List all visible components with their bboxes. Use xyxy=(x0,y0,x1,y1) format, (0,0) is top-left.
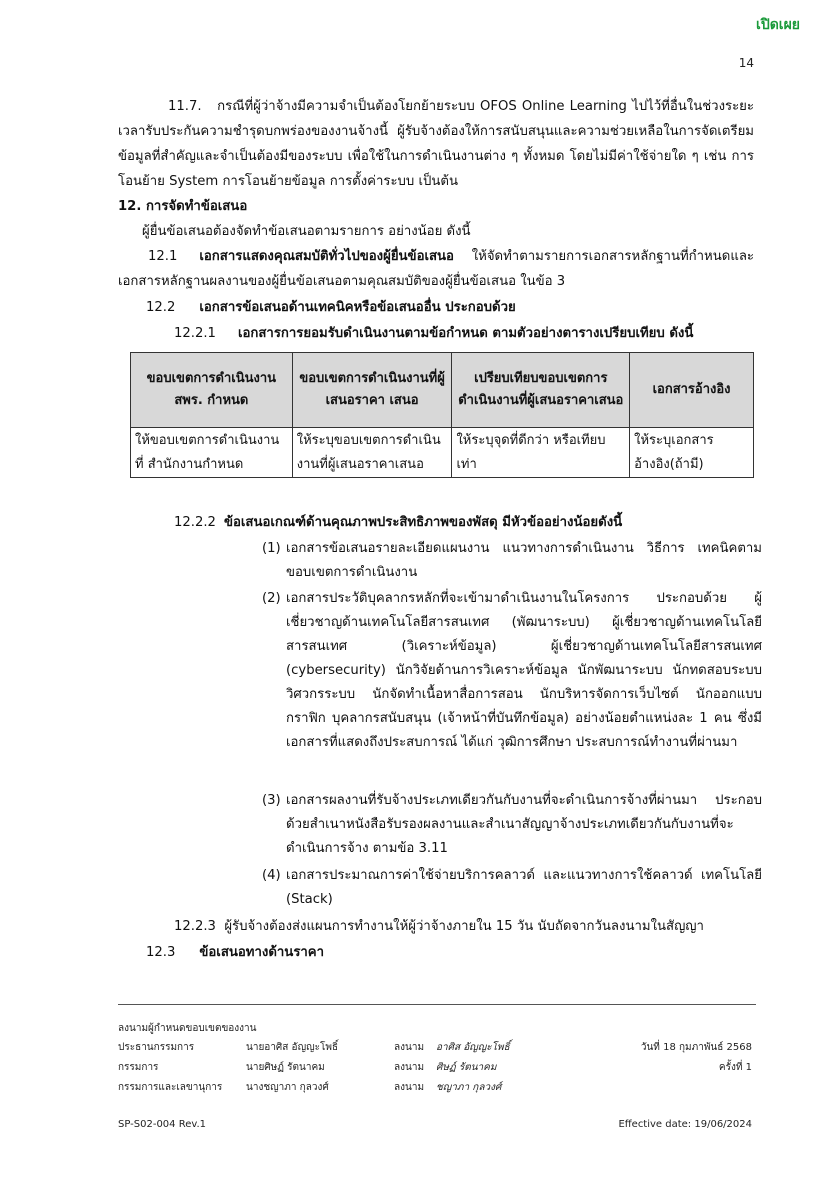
signature: ศิษฏ์ รัตนาคม xyxy=(436,1062,497,1073)
page-number: 14 xyxy=(738,56,754,70)
signer-role: กรรมการ xyxy=(118,1062,159,1073)
classification-label: เปิดเผย xyxy=(756,17,800,33)
s12-1-text: ให้จัดทำตามรายการเอกสารหลักฐานที่กำหนดและเอกสารหลักฐานผลงานของผู้ยื่นข้อเสนอตามคุณสมบัติของผู้ยื่นข้อเสนอ ในข้อ 3 xyxy=(118,249,754,289)
s12-2-2-line xyxy=(174,510,622,535)
s12-2-2-title: ข้อเสนอเกณฑ์ด้านคุณภาพประสิทธิภาพของพัสดุ มีหัวข้ออย่างน้อยดังนี้ xyxy=(223,515,623,530)
footer-revision-count: ครั้งที่ 1 xyxy=(718,1062,752,1073)
s12-2-number: 12.2 xyxy=(146,300,176,315)
sign-label: ลงนาม xyxy=(394,1062,425,1073)
list-item xyxy=(262,587,762,755)
s12-2-1-number: 12.2.1 xyxy=(174,326,216,341)
s12-2-title: เอกสารข้อเสนอด้านเทคนิคหรือข้อเสนออื่น ประกอบด้วย xyxy=(199,300,516,315)
signer-name: นายศิษฏ์ รัตนาคม xyxy=(246,1062,325,1073)
s12-2-1-title: เอกสารการยอมรับดำเนินงานตามข้อกำหนด ตามตัวอย่างตารางเปรียบเทียบ ดังนี้ xyxy=(237,326,694,341)
s12-1-title: เอกสารแสดงคุณสมบัติทั่วไปของผู้ยื่นข้อเสนอ xyxy=(199,249,454,264)
s12-1-number: 12.1 xyxy=(148,249,178,264)
s12-3-line xyxy=(146,940,324,965)
sign-label: ลงนาม xyxy=(394,1042,425,1053)
list-item-text: เอกสารข้อเสนอรายละเอียดแผนงาน แนวทางการดำเนินงาน วิธีการ เทคนิคตามขอบเขตการดำเนินงาน xyxy=(286,541,762,580)
list-item-text: เอกสารประมาณการค่าใช้จ่ายบริการคลาวด์ และแนวทางการใช้คลาวด์ เทคโนโลยี (Stack) xyxy=(286,868,762,907)
list-item-text: เอกสารประวัติบุคลากรหลักที่จะเข้ามาดำเนินงานในโครงการ ประกอบด้วย ผู้เชี่ยวชาญด้านเทคโนโลยีสารสนเทศ (พัฒนาระบบ) ผู้เชี่ยวชาญด้านเทคโนโลยีสารสนเทศ (วิเคราะห์ข้อมูล) ผู้เชี่ยวชาญด้านเทคโนโลยีสารสนเทศ (cybersecurity) นักวิจัยด้านการวิเคราะห์ข้อมูล นักพัฒนาระบบ นักทดสอบระบบ วิศวกรระบบ นักจัดทำเนื้อหาสื่อการสอน นักบริหารจัดการเว็บไซต์ นักออกแบบกราฟิก บุคลากรสนับสนุน (เจ้าหน้าที่บันทึกข้อมูล) อย่างน้อยตำแหน่งละ 1 คน ซึ่งมีเอกสารที่แสดงถึงประสบการณ์ ได้แก่ วุฒิการศึกษา ประสบการณ์ทำงานที่ผ่านมา xyxy=(286,591,762,750)
signer-name: นางชญาภา กุลวงศ์ xyxy=(246,1082,329,1093)
table-row xyxy=(131,428,754,478)
effective-date: Effective date: 19/06/2024 xyxy=(618,1119,752,1130)
table-cell: ให้ระบุขอบเขตการดำเนินงานที่ผู้เสนอราคาเสนอ xyxy=(292,428,452,478)
doc-code: SP-S02-004 Rev.1 xyxy=(118,1119,207,1130)
table-header-cell: เอกสารอ้างอิง xyxy=(630,353,754,428)
signature: อาศิส อัญญะโพธิ์ xyxy=(436,1042,510,1053)
comparison-table xyxy=(130,352,754,478)
paragraph-11-7: 11.7. กรณีที่ผู้ว่าจ้างมีความจำเป็นต้องโยกย้ายระบบ OFOS Online Learning ไปไว้ที่อื่นในช่วงระยะเวลารับประกันความชำรุดบกพร่องของงานจ้างนี้ ผู้รับจ้างต้องให้การสนับสนุนและความช่วยเหลือในการจัดเตรียมข้อมูลที่สำคัญและจำเป็นต้องมีของระบบ เพื่อใช้ในการดำเนินงานต่าง ๆ ทั้งหมด โดยไม่มีค่าใช้จ่ายใด ๆ เช่น การโอนย้าย System การโอนย้ายข้อมูล การตั้งค่าระบบ เป็นต้น xyxy=(118,99,754,189)
list-item xyxy=(262,789,762,861)
list-item xyxy=(262,864,762,912)
signer-name: นายอาศิส อัญญะโพธิ์ xyxy=(246,1042,339,1053)
table-header-cell: ขอบเขตการดำเนินงาน สพร. กำหนด xyxy=(131,353,293,428)
sign-label: ลงนาม xyxy=(394,1082,425,1093)
table-cell: ให้ระบุจุดที่ดีกว่า หรือเทียบเท่า xyxy=(452,428,630,478)
signature: ชญาภา กุลวงศ์ xyxy=(436,1082,502,1093)
s12-2-line xyxy=(146,295,516,320)
table-header-cell: ขอบเขตการดำเนินงานที่ผู้เสนอราคา เสนอ xyxy=(292,353,452,428)
table-cell: ให้ขอบเขตการดำเนินงานที่ สำนักงานกำหนด xyxy=(131,428,293,478)
list-item-number: (2) xyxy=(262,591,281,606)
signer-role: ประธานกรรมการ xyxy=(118,1042,195,1053)
footer-caption: ลงนามผู้กำหนดขอบเขตของงาน xyxy=(118,1023,257,1034)
table-header-row xyxy=(131,353,754,428)
section-12-intro: ผู้ยื่นข้อเสนอต้องจัดทำข้อเสนอตามรายการ อย่างน้อย ดังนี้ xyxy=(142,224,471,239)
list-item-text: เอกสารผลงานที่รับจ้างประเภทเดียวกันกับงานที่จะดำเนินการจ้างที่ผ่านมา ประกอบด้วยสำเนาหนังสือรับรองผลงานและสำเนาสัญญาจ้างประเภทเดียวกันกับงานที่จะดำเนินการจ้าง ตามข้อ 3.11 xyxy=(286,793,762,856)
s12-2-1-line xyxy=(174,321,693,346)
list-item xyxy=(262,537,762,585)
s12-3-number: 12.3 xyxy=(146,945,176,960)
list-item-number: (4) xyxy=(262,868,281,883)
list-item-number: (1) xyxy=(262,541,281,556)
s12-2-2-number: 12.2.2 xyxy=(174,515,216,530)
signer-role: กรรมการและเลขานุการ xyxy=(118,1082,223,1093)
footer-divider xyxy=(118,1004,756,1005)
table-header-cell: เปรียบเทียบขอบเขตการดำเนินงานที่ผู้เสนอราคาเสนอ xyxy=(452,353,630,428)
section-12-heading: 12. การจัดทำข้อเสนอ xyxy=(118,199,248,214)
table-cell: ให้ระบุเอกสารอ้างอิง(ถ้ามี) xyxy=(630,428,754,478)
s12-3-title: ข้อเสนอทางด้านราคา xyxy=(199,945,325,960)
footer-date: วันที่ 18 กุมภาพันธ์ 2568 xyxy=(640,1042,752,1053)
list-item-number: (3) xyxy=(262,793,281,808)
s12-2-3-line: 12.2.3 ผู้รับจ้างต้องส่งแผนการทำงานให้ผู้ว่าจ้างภายใน 15 วัน นับถัดจากวันลงนามในสัญญา xyxy=(174,919,704,934)
paragraph-12-1 xyxy=(118,244,754,294)
